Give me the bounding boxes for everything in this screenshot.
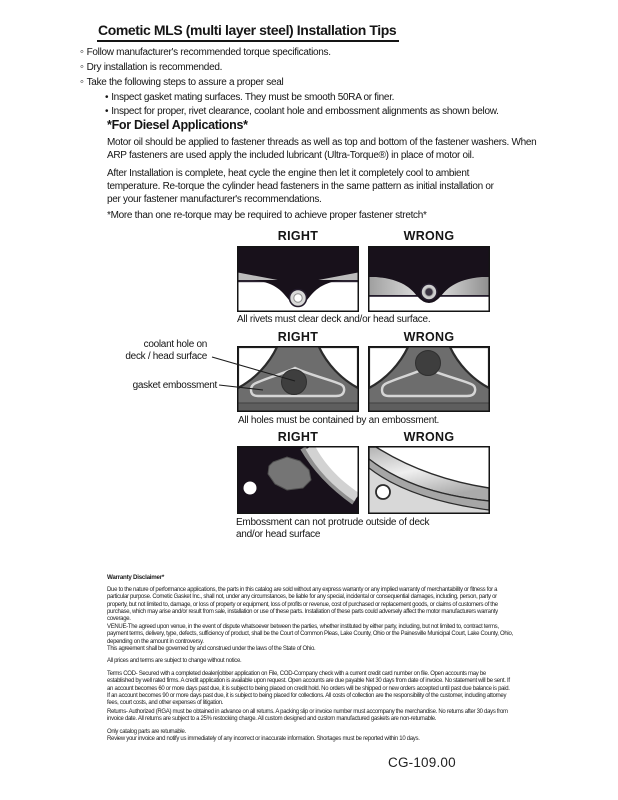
diagram2-right-label: RIGHT <box>277 330 319 344</box>
tip-text: Dry installation is recommended. <box>86 62 223 74</box>
circle-bullet-icon <box>80 45 84 60</box>
catalog-line: Only catalog parts are returnable. <box>107 729 186 735</box>
terms-para: Terms COD- Secured with a completed dealer/jobber application on File, COD-Company check with a current credit card number on file. Open accounts may be established by well rated firms. A credit application is available upon request. Open accounts are due payable Net 30 days from date of invoice. No statement will be sent. If an account becomes 60 or more days past due, it is subject to being placed on credit hold. No orders will be shipped or new orders accepted until past due balance is paid. If an account becomes 90 or more days past due, it is subject to being placed for collections. All costs of collection are the responsibility of the customer, including attorney fees, court costs, and other expenses of litigation. <box>107 671 510 707</box>
warranty-heading: Warranty Disclaimer* <box>107 574 165 581</box>
diagram-embossment-wrong <box>368 346 490 412</box>
diagram3-caption <box>236 517 486 541</box>
venue-para: VENUE-The agreed upon venue, in the event of dispute whatsoever between the parties, whether instituted by either party, including, but not limited to, contract terms, payment terms, delivery, type, defects, sufficiency of product, shall be the Court of Common Pleas, Lake County, Ohio or the Painesville Municipal Court, Lake County, Ohio, depending on the amount in controversy. <box>107 624 513 645</box>
coolant-hole-label-line2: deck / head surface <box>125 350 207 362</box>
diagram3-caption-line1: Embossment can not protrude outside of deck <box>236 517 430 528</box>
tip-item <box>80 60 560 75</box>
diagram3-wrong-label: WRONG <box>403 430 455 444</box>
tips-list <box>80 45 560 119</box>
diagram1-right-label: RIGHT <box>277 229 319 243</box>
review-line: Review your invoice and notify us immediately of any incorrect or inaccurate information. Shortages must be reported within 10 days. <box>107 736 420 742</box>
tip-item <box>80 75 560 90</box>
returns-para: Returns- Authorized (RGA) must be obtained in advance on all returns. A packing slip or invoice number must accompany the merchandise. No returns after 30 days from invoice date. All returns are subject to a 25% restocking charge. All custom designed and custom manufactured gaskets are non-returnable. <box>107 709 508 723</box>
diagram1-caption: All rivets must clear deck and/or head surface. <box>237 314 431 325</box>
dot-bullet-icon <box>105 105 108 119</box>
tip-text: Inspect gasket mating surfaces. They must be smooth 50RA or finer. <box>111 91 395 103</box>
diagram-rivet-wrong <box>368 246 490 312</box>
tip-text: Take the following steps to assure a proper seal <box>86 77 284 89</box>
diagram-rivet-right <box>237 246 359 312</box>
page-title: Cometic MLS (multi layer steel) Installation Tips <box>97 22 399 42</box>
diesel-para-2: After Installation is complete, heat cycle the engine then let it completely cool to ambient temperature. Re-torque the cylinder head fasteners in the same pattern as initial installation or per your fastener manufacturer's recommendations. <box>107 168 494 206</box>
tip-sub-item <box>105 105 560 119</box>
doc-code: CG-109.00 <box>388 755 456 770</box>
warranty-para: Due to the nature of performance applications, the parts in this catalog are sold without any express warranty or any implied warranty of merchantability or fitness for a particular purpose. Cometic Gasket Inc., shall not, under any circumstances, be liable for any special, incidental or consequential damages, including, person, party or property, but not limited to, damage, or loss of property or equipment, loss of profits or revenue, cost of purchased or replacement goods, or claims of customers of the purchase, which may arise and/or result from sale, installation or use of these parts. Installation of these parts could adversely affect the motor manufacturers warranty coverage. <box>107 587 498 623</box>
circle-bullet-icon <box>80 75 84 90</box>
tip-text: Inspect for proper, rivet clearance, coolant hole and embossment alignments as shown below. <box>111 105 499 117</box>
diagram2-caption: All holes must be contained by an embossment. <box>238 415 440 426</box>
diagram3-caption-line2: and/or head surface <box>236 529 321 540</box>
coolant-hole-label-line1: coolant hole on <box>143 339 207 350</box>
prices-line: All prices and terms are subject to change without notice. <box>107 658 242 664</box>
diesel-note: *More than one re-torque may be required to achieve proper fastener stretch* <box>107 210 427 221</box>
diagram-deck-right <box>237 446 359 514</box>
tip-text: Follow manufacturer's recommended torque specifications. <box>86 47 331 58</box>
diesel-heading: *For Diesel Applications* <box>107 118 248 132</box>
label-pointer-lines <box>105 333 370 403</box>
diagram1-wrong-label: WRONG <box>403 229 455 243</box>
dot-bullet-icon <box>105 91 108 105</box>
governing-law-line: This agreement shall be governed by and construed under the laws of the State of Ohio. <box>107 646 316 652</box>
diesel-para-1: Motor oil should be applied to fastener threads as well as top and bottom of the fastener washers. When ARP fasteners are used apply the included lubricant (Ultra-Torque®) in place of motor oil. <box>107 137 537 162</box>
tip-item <box>80 45 560 60</box>
diagram3-right-label: RIGHT <box>277 430 319 444</box>
tip-sub-item <box>105 91 560 105</box>
gasket-embossment-label: gasket embossment <box>132 380 217 391</box>
diagram-deck-wrong <box>368 446 490 514</box>
diagram2-wrong-label: WRONG <box>403 330 455 344</box>
circle-bullet-icon <box>80 60 84 75</box>
